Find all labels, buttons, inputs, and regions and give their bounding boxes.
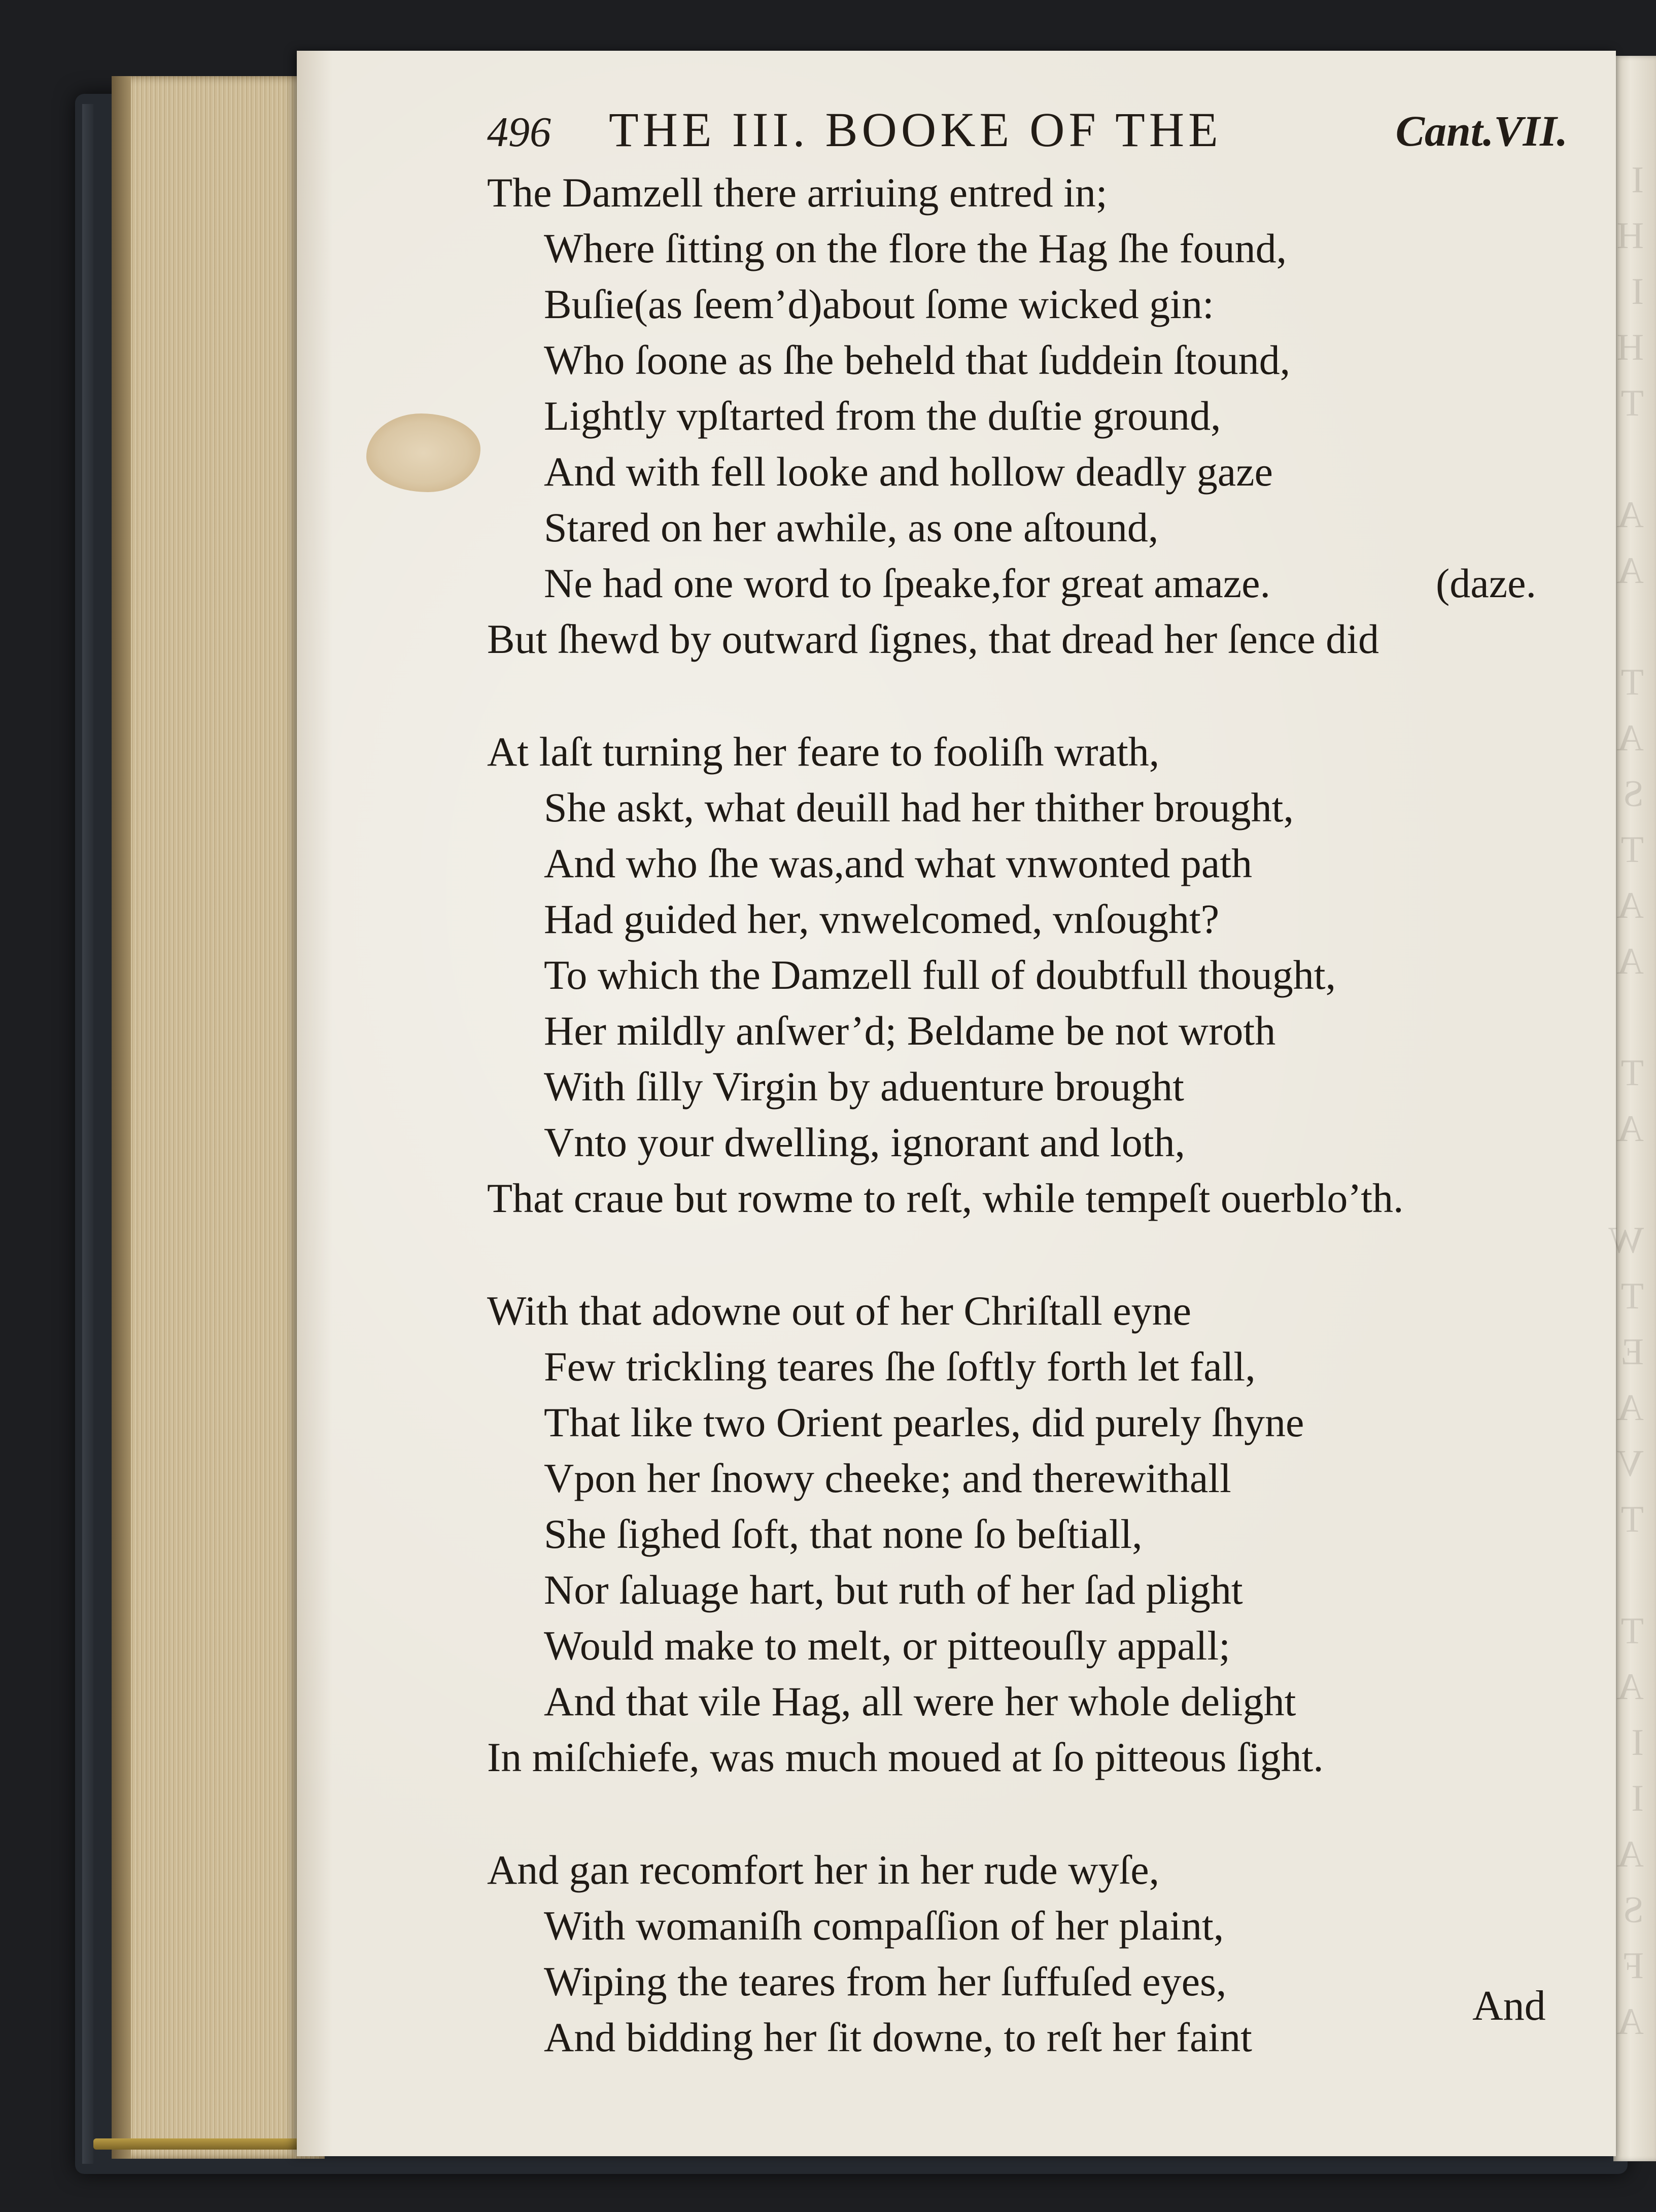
verse-line: In miſchiefe, was much moued at ſo pitteous ſight. (487, 1734, 1324, 1780)
canto-label: Cant.VII. (1395, 107, 1568, 155)
page-stain (366, 413, 480, 492)
poem-text (487, 165, 1568, 2065)
verse-line: She askt, what deuill had her thither brought, (544, 784, 1294, 831)
stanza (487, 165, 1568, 667)
running-title: THE III. BOOKE OF THE (609, 102, 1222, 157)
verse-line: At laſt turning her feare to fooliſh wrath, (487, 729, 1160, 775)
page-edges-shadow (112, 76, 131, 2159)
turnover-word: (daze. (1436, 560, 1536, 606)
verse-line: And who ſhe was,and what vnwonted path (544, 840, 1253, 886)
verse-line: Nor ſaluage hart, but ruth of her ſad plight (544, 1567, 1243, 1613)
verse-line: Would make to melt, or pitteouſly appall; (544, 1622, 1230, 1669)
cover-edge (82, 104, 93, 2164)
verse-line: To which the Damzell full of doubtfull thought, (544, 952, 1336, 998)
verse-line: She ſighed ſoft, that none ſo beſtiall, (544, 1511, 1143, 1557)
verse-line: And bidding her ſit downe, to reſt her faint (544, 2014, 1252, 2060)
verse-line: Buſie(as ſeem’d)about ſome wicked gin: (544, 281, 1214, 327)
verse-line-text: Ne had one word to ſpeake,for great amaze. (544, 560, 1271, 606)
catchword: And (1472, 1982, 1546, 2029)
verse-line: Vnto your dwelling, ignorant and loth, (544, 1119, 1185, 1165)
show-through-text: I H I H T A A T A S T A A T A W T E A V T T A I I A S F A (1608, 159, 1644, 2043)
verse-line: Few trickling teares ſhe ſoftly forth let fall, (544, 1343, 1256, 1390)
verse-line: With womaniſh compaſſion of her plaint, (544, 1903, 1224, 1949)
verse-line: Her mildly anſwer’d; Beldame be not wroth (544, 1008, 1276, 1054)
stanza (487, 1842, 1568, 2065)
verse-line: And that vile Hag, all were her whole delight (544, 1678, 1296, 1724)
page-number: 496 (487, 109, 551, 156)
verse-line: Where ſitting on the flore the Hag ſhe found, (544, 225, 1287, 271)
verse-line (487, 556, 1568, 611)
verse-line: Who ſoone as ſhe beheld that ſuddein ſtound, (544, 337, 1291, 383)
verse-line: That like two Orient pearles, did purely ſhyne (544, 1399, 1304, 1445)
verse-line: The Damzell there arriuing entred in; (487, 169, 1108, 216)
verse-line: Had guided her, vnwelcomed, vnſought? (544, 896, 1220, 942)
verse-line: With that adowne out of her Chriſtall eyne (487, 1288, 1192, 1334)
verse-line: With ſilly Virgin by aduenture brought (544, 1063, 1184, 1110)
gilt-trim (93, 2138, 306, 2150)
verse-line: Wiping the teares from her ſuffuſed eyes, (544, 1958, 1227, 2004)
verse-line: Stared on her awhile, as one aſtound, (544, 504, 1159, 550)
stanza (487, 1283, 1568, 1785)
verse-line: And with fell looke and hollow deadly gaze (544, 448, 1273, 495)
page-edges (112, 76, 325, 2159)
verse-line: And gan recomfort her in her rude wyſe, (487, 1847, 1160, 1893)
verse-line: That craue but rowme to reſt, while tempeſt ouerblo’th. (487, 1175, 1404, 1221)
verse-line: But ſhewd by outward ſignes, that dread her ſence did (487, 616, 1379, 662)
running-head (487, 101, 1568, 162)
verse-line: Vpon her ſnowy cheeke; and therewithall (544, 1455, 1231, 1501)
verse-line: Lightly vpſtarted from the duſtie ground, (544, 393, 1221, 439)
stanza (487, 724, 1568, 1226)
